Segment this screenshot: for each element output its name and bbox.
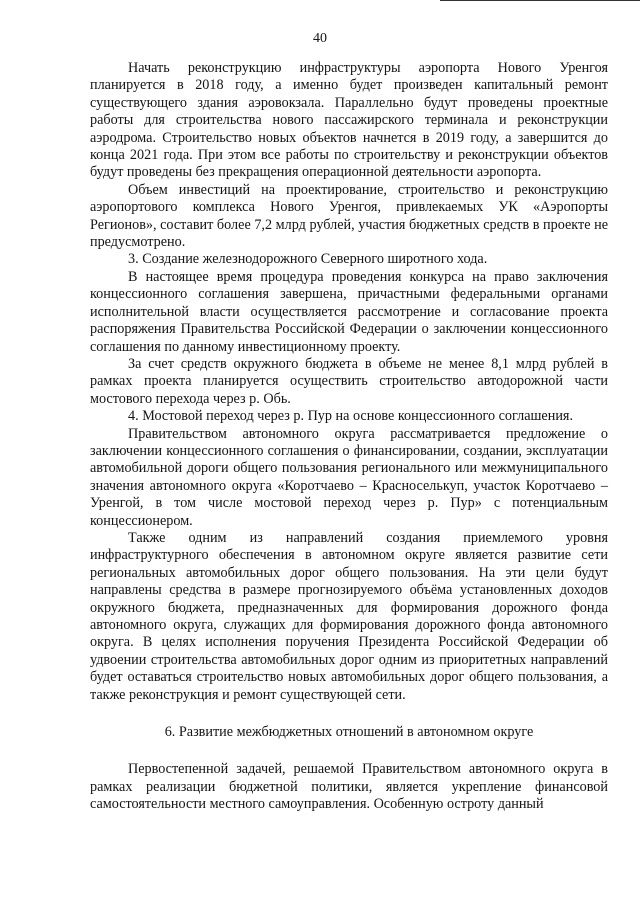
page-number: 40 <box>313 31 327 46</box>
paragraph-investment-volume: Объем инвестиций на проектирование, строительство и реконструкцию аэропортового комплекса Нового Уренгоя, привлекаемых УК «Аэропорты Регионов», составит более 7,2 млрд рублей, участия бюджетных средств в проекте не предусмотрено. <box>90 181 608 251</box>
document-body <box>90 60 608 814</box>
paragraph-concession-proposal: Правительством автономного округа рассматривается предложение о заключении концессионного соглашения о финансировании, создании, эксплуатации автомобильной дороги общего пользования регионального или межмуниципального значения автономного округа «Коротчаево – Красноселькуп, участок Коротчаево – Уренгой, в том числе мостовой переход через р. Пур» с потенциальным концессионером. <box>90 425 608 529</box>
list-item-pur-bridge: 4. Мостовой переход через р. Пур на основе концессионного соглашения. <box>128 408 573 425</box>
paragraph-ob-bridge-funding: За счет средств окружного бюджета в объеме не менее 8,1 млрд рублей в рамках проекта планируется осуществить строительство автодорожной части мостового перехода через р. Обь. <box>90 355 608 407</box>
paragraph-airport-reconstruction: Начать реконструкцию инфраструктуры аэропорта Нового Уренгоя планируется в 2018 году, а именно будет произведен капитальный ремонт существующего здания аэровокзала. Параллельно будут проведены проектные работы для строительства нового пассажирского терминала и реконструкции аэродрома. Строительство новых объектов начнется в 2019 году, а завершится до конца 2021 года. При этом все работы по строительству и реконструкции объектов будут проведены без прекращения операционной деятельности аэропорта. <box>90 60 608 181</box>
section-heading: 6. Развитие межбюджетных отношений в автономном округе <box>164 724 534 741</box>
list-item-railway: 3. Создание железнодорожного Северного широтного хода. <box>128 251 488 268</box>
paragraph-interbudget-relations: Первостепенной задачей, решаемой Правительством автономного округа в рамках реализации бюджетной политики, является укрепление финансовой самостоятельности местного самоуправления. Особенную остроту данный <box>90 761 608 813</box>
paragraph-road-network: Также одним из направлений создания приемлемого уровня инфраструктурного обеспечения в автономном округе является развитие сети региональных автомобильных дорог общего пользования. На эти цели будут направлены средства в размере прогнозируемого объёма установленных доходов окружного бюджета, предназначенных для формирования дорожного фонда автономного округа, служащих для формирования дорожного фонда автономного округа. В целях исполнения поручения Президента Российской Федерации об удвоении строительства автомобильных дорог одним из приоритетных направлений будет оставаться строительство новых автомобильных дорог общего пользования, а также реконструкция и ремонт существующей сети. <box>90 529 608 703</box>
top-rule <box>440 0 640 1</box>
paragraph-concession-procedure: В настоящее время процедура проведения конкурса на право заключения концессионного соглашения завершена, причастными федеральными органами исполнительной власти осуществляется рассмотрение и согласование проекта распоряжения Правительства Российской Федерации о заключении концессионного соглашения по данному инвестиционному проекту. <box>90 268 608 355</box>
